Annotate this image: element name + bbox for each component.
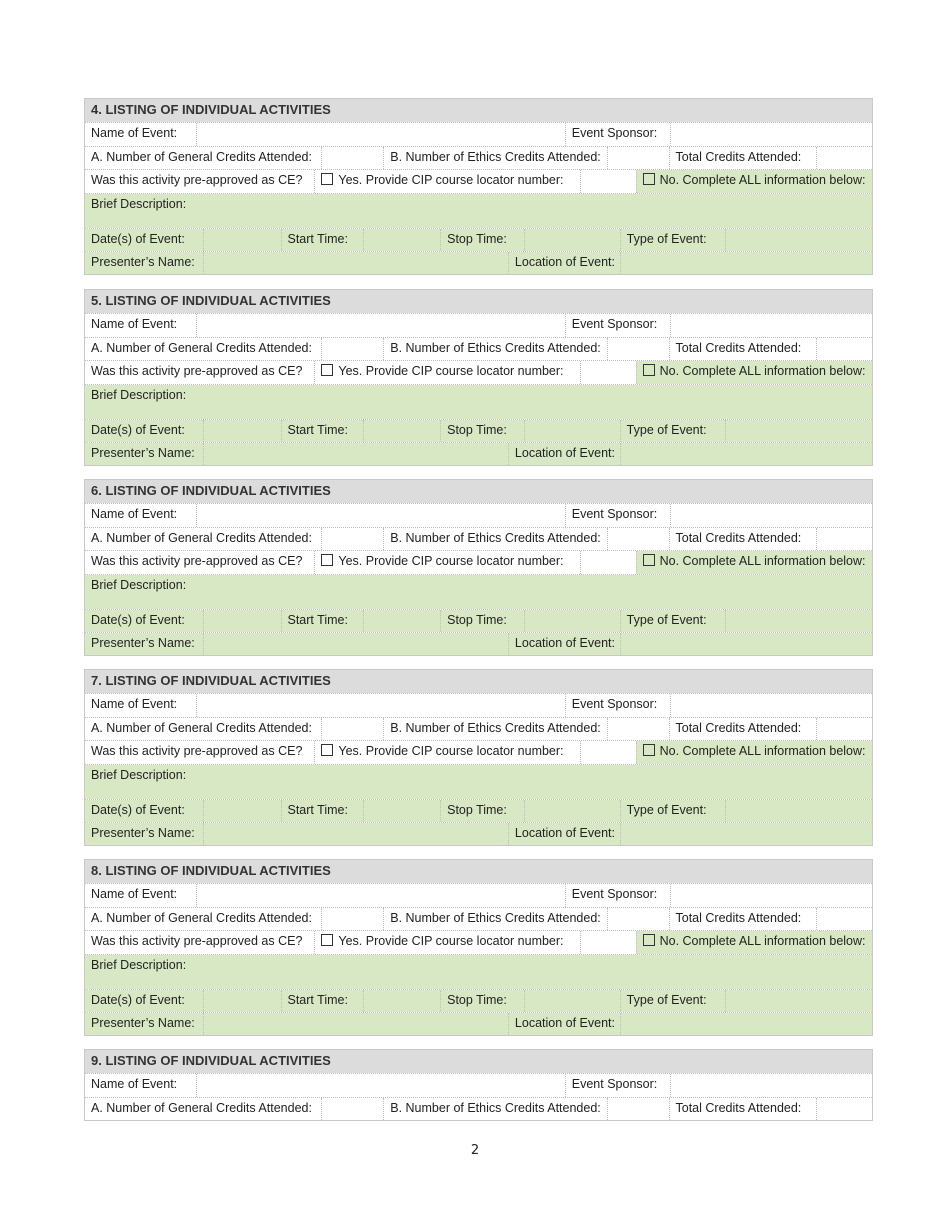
location-label: Location of Event: xyxy=(508,823,620,845)
total-credits-label: Total Credits Attended: xyxy=(669,147,817,169)
name-of-event-label: Name of Event: xyxy=(85,694,196,717)
ethics-credits-label: B. Number of Ethics Credits Attended: xyxy=(383,528,606,550)
ethics-credits-input[interactable] xyxy=(607,1098,669,1120)
total-credits-label: Total Credits Attended: xyxy=(669,718,817,740)
event-sponsor-label: Event Sponsor: xyxy=(565,884,670,907)
ethics-credits-label: B. Number of Ethics Credits Attended: xyxy=(383,1098,606,1120)
brief-description-field[interactable]: Brief Description: xyxy=(85,385,872,419)
total-credits-label: Total Credits Attended: xyxy=(669,908,817,930)
form-row xyxy=(85,419,872,442)
total-credits-input[interactable] xyxy=(816,338,872,360)
stop-time-input[interactable] xyxy=(524,610,620,632)
yes-option xyxy=(314,931,579,954)
total-credits-input[interactable] xyxy=(816,528,872,550)
event-sponsor-label: Event Sponsor: xyxy=(565,504,670,527)
checkbox[interactable] xyxy=(321,364,333,376)
presenter-label: Presenter’s Name: xyxy=(85,823,203,845)
stop-time-input[interactable] xyxy=(524,420,620,442)
event-sponsor-input[interactable] xyxy=(670,694,872,717)
general-credits-label: A. Number of General Credits Attended: xyxy=(85,718,321,740)
preapproved-label: Was this activity pre-approved as CE? xyxy=(85,741,314,764)
no-option xyxy=(636,170,872,193)
activity-section xyxy=(84,669,873,846)
section-title: 9. LISTING OF INDIVIDUAL ACTIVITIES xyxy=(85,1050,872,1073)
presenter-name-input[interactable] xyxy=(203,633,508,655)
cip-locator-input[interactable] xyxy=(580,170,636,193)
start-time-input[interactable] xyxy=(363,420,440,442)
type-of-event-input[interactable] xyxy=(725,420,872,442)
form-row xyxy=(85,1073,872,1097)
event-sponsor-input[interactable] xyxy=(670,314,872,337)
form-row xyxy=(85,550,872,574)
general-credits-input[interactable] xyxy=(321,718,383,740)
form-row xyxy=(85,822,872,845)
general-credits-input[interactable] xyxy=(321,528,383,550)
dates-label: Date(s) of Event: xyxy=(85,420,203,442)
presenter-name-input[interactable] xyxy=(203,823,508,845)
dates-input[interactable] xyxy=(203,229,281,251)
form-row xyxy=(85,799,872,822)
start-time-input[interactable] xyxy=(363,610,440,632)
general-credits-input[interactable] xyxy=(321,1098,383,1120)
stop-time-input[interactable] xyxy=(524,990,620,1012)
no-option xyxy=(636,361,872,384)
name-of-event-input[interactable] xyxy=(196,694,565,717)
general-credits-label: A. Number of General Credits Attended: xyxy=(85,147,321,169)
name-of-event-input[interactable] xyxy=(196,884,565,907)
option-label: Yes. Provide CIP course locator number: xyxy=(338,554,564,568)
event-sponsor-input[interactable] xyxy=(670,504,872,527)
option-label: Yes. Provide CIP course locator number: xyxy=(338,744,564,758)
name-of-event-input[interactable] xyxy=(196,1074,565,1097)
option-label: Yes. Provide CIP course locator number: xyxy=(338,173,564,187)
location-input[interactable] xyxy=(620,633,872,655)
form-row xyxy=(85,954,872,989)
form-row xyxy=(85,313,872,337)
name-of-event-input[interactable] xyxy=(196,314,565,337)
total-credits-input[interactable] xyxy=(816,908,872,930)
form-row xyxy=(85,251,872,274)
type-of-event-label: Type of Event: xyxy=(620,229,726,251)
presenter-name-input[interactable] xyxy=(203,252,508,274)
event-sponsor-input[interactable] xyxy=(670,1074,872,1097)
option-label: Yes. Provide CIP course locator number: xyxy=(338,364,564,378)
general-credits-input[interactable] xyxy=(321,338,383,360)
dates-label: Date(s) of Event: xyxy=(85,610,203,632)
form-row xyxy=(85,442,872,465)
type-of-event-label: Type of Event: xyxy=(620,800,726,822)
general-credits-input[interactable] xyxy=(321,908,383,930)
no-option xyxy=(636,741,872,764)
type-of-event-label: Type of Event: xyxy=(620,990,726,1012)
form-row xyxy=(85,503,872,527)
brief-description-field[interactable]: Brief Description: xyxy=(85,575,872,609)
yes-option xyxy=(314,741,579,764)
form-row xyxy=(85,360,872,384)
section-title: 6. LISTING OF INDIVIDUAL ACTIVITIES xyxy=(85,480,872,503)
name-of-event-input[interactable] xyxy=(196,123,565,146)
type-of-event-input[interactable] xyxy=(725,229,872,251)
stop-time-input[interactable] xyxy=(524,229,620,251)
location-label: Location of Event: xyxy=(508,252,620,274)
checkbox[interactable] xyxy=(643,364,655,376)
preapproved-label: Was this activity pre-approved as CE? xyxy=(85,361,314,384)
no-option xyxy=(636,931,872,954)
preapproved-label: Was this activity pre-approved as CE? xyxy=(85,551,314,574)
form-row xyxy=(85,1097,872,1120)
dates-input[interactable] xyxy=(203,800,281,822)
location-label: Location of Event: xyxy=(508,443,620,465)
preapproved-label: Was this activity pre-approved as CE? xyxy=(85,931,314,954)
dates-input[interactable] xyxy=(203,420,281,442)
form-row xyxy=(85,193,872,228)
form-row xyxy=(85,632,872,655)
general-credits-label: A. Number of General Credits Attended: xyxy=(85,1098,321,1120)
activity-section xyxy=(84,479,873,656)
location-label: Location of Event: xyxy=(508,1013,620,1035)
start-time-input[interactable] xyxy=(363,800,440,822)
form-row xyxy=(85,883,872,907)
name-of-event-input[interactable] xyxy=(196,504,565,527)
ethics-credits-label: B. Number of Ethics Credits Attended: xyxy=(383,908,606,930)
start-time-label: Start Time: xyxy=(281,610,364,632)
form-row xyxy=(85,527,872,550)
event-sponsor-label: Event Sponsor: xyxy=(565,1074,670,1097)
option-label: No. Complete ALL information below: xyxy=(659,173,866,187)
dates-label: Date(s) of Event: xyxy=(85,990,203,1012)
checkbox[interactable] xyxy=(321,173,333,185)
ethics-credits-input[interactable] xyxy=(607,338,669,360)
stop-time-label: Stop Time: xyxy=(440,420,524,442)
location-input[interactable] xyxy=(620,823,872,845)
name-of-event-label: Name of Event: xyxy=(85,1074,196,1097)
total-credits-input[interactable] xyxy=(816,1098,872,1120)
activity-section xyxy=(84,859,873,1036)
total-credits-label: Total Credits Attended: xyxy=(669,1098,817,1120)
type-of-event-label: Type of Event: xyxy=(620,420,726,442)
ethics-credits-input[interactable] xyxy=(607,908,669,930)
name-of-event-label: Name of Event: xyxy=(85,884,196,907)
cip-locator-input[interactable] xyxy=(580,741,636,764)
total-credits-label: Total Credits Attended: xyxy=(669,528,817,550)
event-sponsor-input[interactable] xyxy=(670,123,872,146)
form-row xyxy=(85,574,872,609)
section-title: 7. LISTING OF INDIVIDUAL ACTIVITIES xyxy=(85,670,872,693)
name-of-event-label: Name of Event: xyxy=(85,314,196,337)
option-label: Yes. Provide CIP course locator number: xyxy=(338,934,564,948)
option-label: No. Complete ALL information below: xyxy=(659,934,866,948)
presenter-name-input[interactable] xyxy=(203,1013,508,1035)
form-row xyxy=(85,717,872,740)
event-sponsor-label: Event Sponsor: xyxy=(565,694,670,717)
checkbox[interactable] xyxy=(643,744,655,756)
name-of-event-label: Name of Event: xyxy=(85,504,196,527)
form-row xyxy=(85,146,872,169)
form-row xyxy=(85,740,872,764)
presenter-label: Presenter’s Name: xyxy=(85,252,203,274)
type-of-event-label: Type of Event: xyxy=(620,610,726,632)
form-row xyxy=(85,989,872,1012)
form-row xyxy=(85,1012,872,1035)
total-credits-input[interactable] xyxy=(816,147,872,169)
form-row xyxy=(85,609,872,632)
name-of-event-label: Name of Event: xyxy=(85,123,196,146)
cip-locator-input[interactable] xyxy=(580,931,636,954)
form-row xyxy=(85,122,872,146)
form-row xyxy=(85,169,872,193)
form-row xyxy=(85,930,872,954)
presenter-label: Presenter’s Name: xyxy=(85,633,203,655)
ethics-credits-input[interactable] xyxy=(607,718,669,740)
activity-section xyxy=(84,98,873,275)
general-credits-label: A. Number of General Credits Attended: xyxy=(85,908,321,930)
option-label: No. Complete ALL information below: xyxy=(659,364,866,378)
checkbox[interactable] xyxy=(321,934,333,946)
dates-input[interactable] xyxy=(203,610,281,632)
start-time-input[interactable] xyxy=(363,229,440,251)
type-of-event-input[interactable] xyxy=(725,800,872,822)
general-credits-input[interactable] xyxy=(321,147,383,169)
checkbox[interactable] xyxy=(321,554,333,566)
section-title: 8. LISTING OF INDIVIDUAL ACTIVITIES xyxy=(85,860,872,883)
yes-option xyxy=(314,170,579,193)
checkbox[interactable] xyxy=(643,173,655,185)
cip-locator-input[interactable] xyxy=(580,551,636,574)
yes-option xyxy=(314,361,579,384)
option-label: No. Complete ALL information below: xyxy=(659,744,866,758)
preapproved-label: Was this activity pre-approved as CE? xyxy=(85,170,314,193)
form-row xyxy=(85,337,872,360)
presenter-name-input[interactable] xyxy=(203,443,508,465)
stop-time-label: Stop Time: xyxy=(440,229,524,251)
stop-time-input[interactable] xyxy=(524,800,620,822)
ethics-credits-label: B. Number of Ethics Credits Attended: xyxy=(383,718,606,740)
ethics-credits-input[interactable] xyxy=(607,528,669,550)
event-sponsor-label: Event Sponsor: xyxy=(565,314,670,337)
event-sponsor-label: Event Sponsor: xyxy=(565,123,670,146)
total-credits-label: Total Credits Attended: xyxy=(669,338,817,360)
form-row xyxy=(85,764,872,799)
cip-locator-input[interactable] xyxy=(580,361,636,384)
checkbox[interactable] xyxy=(321,744,333,756)
start-time-label: Start Time: xyxy=(281,229,364,251)
presenter-label: Presenter’s Name: xyxy=(85,1013,203,1035)
ethics-credits-label: B. Number of Ethics Credits Attended: xyxy=(383,147,606,169)
yes-option xyxy=(314,551,579,574)
start-time-label: Start Time: xyxy=(281,800,364,822)
section-title: 5. LISTING OF INDIVIDUAL ACTIVITIES xyxy=(85,290,872,313)
general-credits-label: A. Number of General Credits Attended: xyxy=(85,528,321,550)
brief-description-field[interactable]: Brief Description: xyxy=(85,194,872,228)
no-option xyxy=(636,551,872,574)
ethics-credits-input[interactable] xyxy=(607,147,669,169)
checkbox[interactable] xyxy=(643,934,655,946)
location-input[interactable] xyxy=(620,1013,872,1035)
start-time-label: Start Time: xyxy=(281,990,364,1012)
brief-description-field[interactable]: Brief Description: xyxy=(85,955,872,989)
section-title: 4. LISTING OF INDIVIDUAL ACTIVITIES xyxy=(85,99,872,122)
form-row xyxy=(85,907,872,930)
stop-time-label: Stop Time: xyxy=(440,990,524,1012)
event-sponsor-input[interactable] xyxy=(670,884,872,907)
option-label: No. Complete ALL information below: xyxy=(659,554,866,568)
activity-section xyxy=(84,289,873,466)
form-row xyxy=(85,693,872,717)
form-row xyxy=(85,384,872,419)
stop-time-label: Stop Time: xyxy=(440,800,524,822)
presenter-label: Presenter’s Name: xyxy=(85,443,203,465)
location-label: Location of Event: xyxy=(508,633,620,655)
stop-time-label: Stop Time: xyxy=(440,610,524,632)
location-input[interactable] xyxy=(620,252,872,274)
checkbox[interactable] xyxy=(643,554,655,566)
start-time-input[interactable] xyxy=(363,990,440,1012)
activity-section xyxy=(84,1049,873,1121)
general-credits-label: A. Number of General Credits Attended: xyxy=(85,338,321,360)
dates-label: Date(s) of Event: xyxy=(85,229,203,251)
dates-label: Date(s) of Event: xyxy=(85,800,203,822)
brief-description-field[interactable]: Brief Description: xyxy=(85,765,872,799)
start-time-label: Start Time: xyxy=(281,420,364,442)
total-credits-input[interactable] xyxy=(816,718,872,740)
dates-input[interactable] xyxy=(203,990,281,1012)
location-input[interactable] xyxy=(620,443,872,465)
form-row xyxy=(85,228,872,251)
ethics-credits-label: B. Number of Ethics Credits Attended: xyxy=(383,338,606,360)
type-of-event-input[interactable] xyxy=(725,610,872,632)
type-of-event-input[interactable] xyxy=(725,990,872,1012)
page-number: 2 xyxy=(470,1143,480,1158)
